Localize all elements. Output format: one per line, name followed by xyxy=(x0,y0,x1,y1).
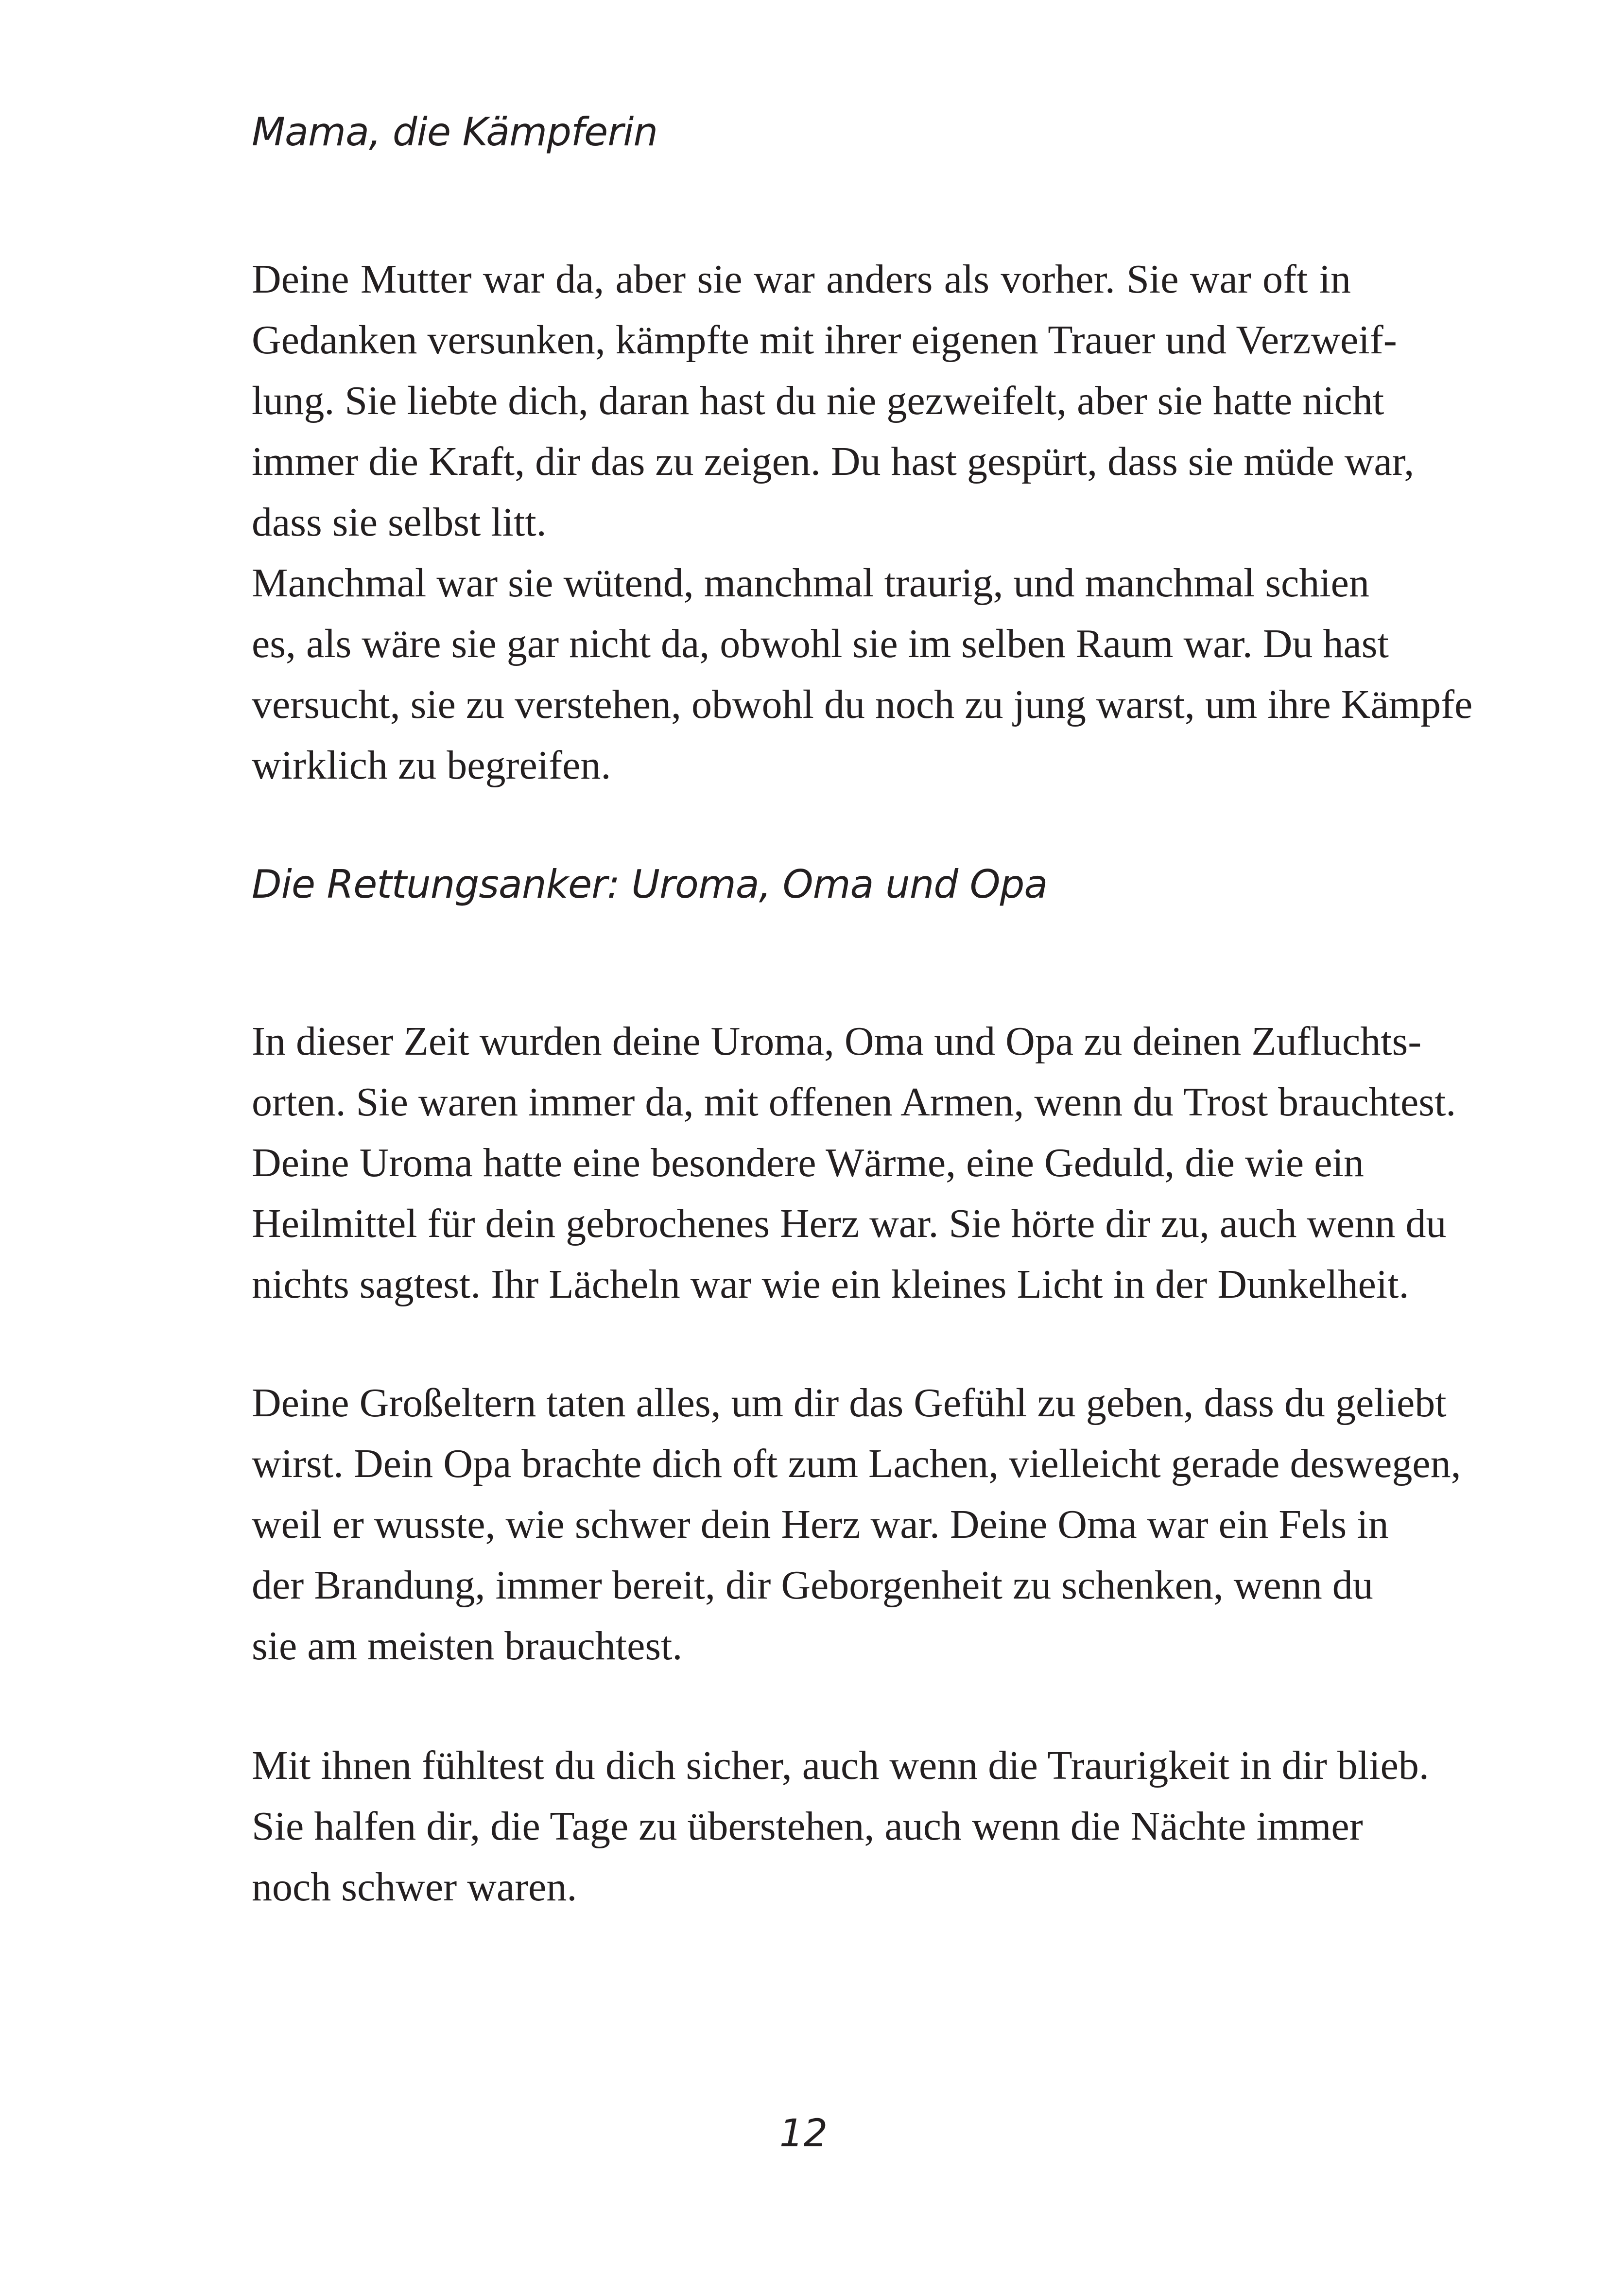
text-line: Gedanken versunken, kämpfte mit ihrer eigenen Trauer und Verzweif- xyxy=(252,317,1397,363)
text-line: es, als wäre sie gar nicht da, obwohl sie im selben Raum war. Du hast xyxy=(252,621,1389,666)
text-line: dass sie selbst litt. xyxy=(252,500,547,545)
text-line: wirklich zu begreifen. xyxy=(252,743,611,788)
text-line: nichts sagtest. Ihr Lächeln war wie ein kleines Licht in der Dunkelheit. xyxy=(252,1262,1409,1307)
paragraph-grosseltern xyxy=(252,1373,1461,1676)
text-line: Sie halfen dir, die Tage zu überstehen, auch wenn die Nächte immer xyxy=(252,1804,1363,1849)
text-line: sie am meisten brauchtest. xyxy=(252,1623,683,1669)
text-line: Deine Uroma hatte eine besondere Wärme, eine Geduld, die wie ein xyxy=(252,1140,1364,1185)
paragraph-mama xyxy=(252,249,1473,796)
section-heading-rettungsanker: Die Rettungsanker: Uroma, Oma und Opa xyxy=(252,862,1048,907)
text-line: Mit ihnen fühltest du dich sicher, auch wenn die Traurigkeit in dir blieb. xyxy=(252,1743,1429,1788)
text-line: Deine Großeltern taten alles, um dir das Gefühl zu geben, dass du geliebt xyxy=(252,1380,1447,1426)
text-line: orten. Sie waren immer da, mit offenen Armen, wenn du Trost brauchtest. xyxy=(252,1079,1456,1125)
text-line: noch schwer waren. xyxy=(252,1864,577,1910)
text-line: versucht, sie zu verstehen, obwohl du noch zu jung warst, um ihre Kämpfe xyxy=(252,682,1473,727)
paragraph-sicherheit xyxy=(252,1735,1429,1917)
paragraph-zufluchtsorte xyxy=(252,1011,1456,1315)
text-line: immer die Kraft, dir das zu zeigen. Du hast gespürt, dass sie müde war, xyxy=(252,439,1415,484)
page-number: 12 xyxy=(779,2112,828,2156)
text-line: weil er wusste, wie schwer dein Herz war. Deine Oma war ein Fels in xyxy=(252,1502,1389,1547)
text-line: Heilmittel für dein gebrochenes Herz war. Sie hörte dir zu, auch wenn du xyxy=(252,1201,1447,1246)
text-line: lung. Sie liebte dich, daran hast du nie gezweifelt, aber sie hatte nicht xyxy=(252,378,1384,423)
text-line: der Brandung, immer bereit, dir Geborgenheit zu schenken, wenn du xyxy=(252,1563,1373,1608)
section-heading-mama: Mama, die Kämpferin xyxy=(252,109,658,155)
text-line: In dieser Zeit wurden deine Uroma, Oma und Opa zu deinen Zufluchts- xyxy=(252,1019,1422,1064)
text-line: Manchmal war sie wütend, manchmal traurig, und manchmal schien xyxy=(252,560,1369,606)
text-line: Deine Mutter war da, aber sie war anders als vorher. Sie war oft in xyxy=(252,257,1351,302)
text-line: wirst. Dein Opa brachte dich oft zum Lachen, vielleicht gerade deswegen, xyxy=(252,1441,1461,1486)
